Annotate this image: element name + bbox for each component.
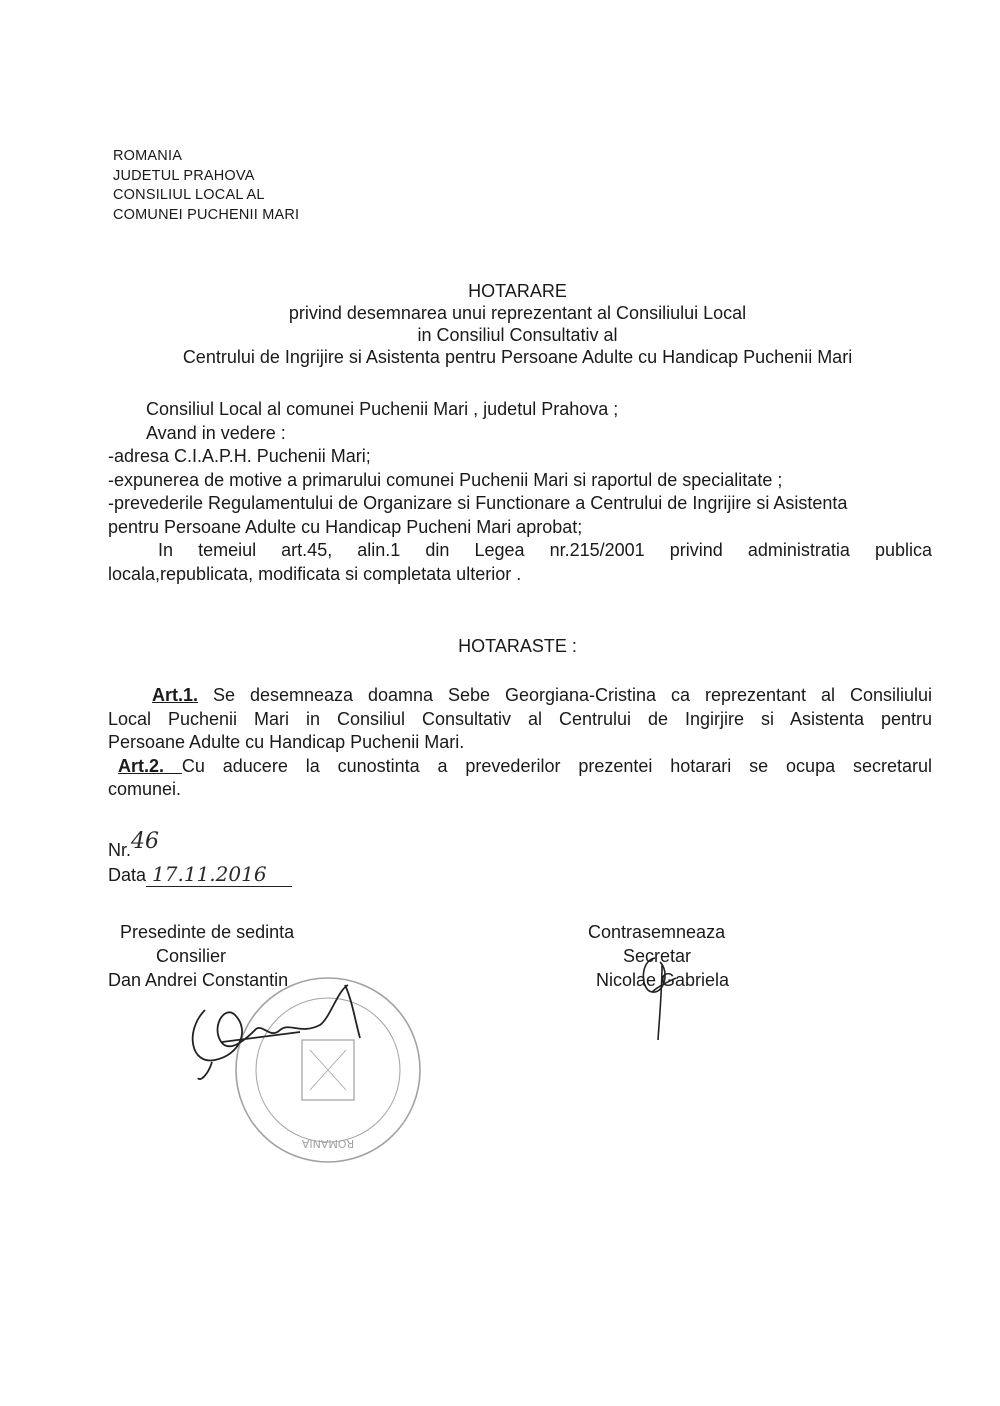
preamble-item-regulation: -prevederile Regulamentului de Organizare si Functionare a Centrului de Ingrijire si Asistenta [108,493,848,513]
registry-date-value: 17.11.2016 [146,862,292,887]
secretary-name: Nicolae Gabriela [596,970,730,990]
article-2-line-2: comunei. [108,779,182,799]
president-signature [193,985,360,1079]
stamp-text: ROMANIA [301,1137,355,1150]
header-line-commune: COMUNEI PUCHENII MARI [113,206,300,223]
document-subject-line-1: privind desemnarea unui reprezentant al Consiliului Local [288,303,747,323]
preamble-legal-basis-cont: locala,republicata, modificata si completata ulterior . [108,563,522,584]
secretary-title: Secretar [623,946,692,966]
preamble-item-regulation-cont: pentru Persoane Adulte cu Handicap Pucheni Mari aprobat; [108,516,583,537]
registry-date-label: Data [108,865,147,885]
president-name: Dan Andrei Constantin [108,970,289,990]
header-line-country: ROMANIA [113,148,183,164]
header-line-county: JUDETUL PRAHOVA [113,167,255,184]
article-1-line-3: Persoane Adulte cu Handicap Puchenii Mari. [108,732,465,752]
preamble-item-address: -adresa C.I.A.P.H. Puchenii Mari; [108,446,371,466]
article-2-label: Art.2. [118,755,182,776]
preamble-item-motives: -expunerea de motive a primarului comunei Puchenii Mari si raportul de specialitate ; [108,469,783,490]
document-subject-line-2: in Consiliul Consultativ al [417,325,618,345]
article-1-line-2: Local Puchenii Mari in Consiliul Consultativ al Centrului de Ingirjire si Asistenta pentru [108,708,932,729]
registry-number-label: Nr. [108,840,132,860]
secretary-signature [643,958,676,1040]
preamble-legal-basis: In temeiul art.45, alin.1 din Legea nr.215/2001 privind administratia publica [158,540,932,560]
preamble-considering: Avand in vedere : [146,422,286,443]
secretary-role: Contrasemneaza [588,922,726,942]
document-title: HOTARARE [468,281,567,301]
article-1-text-1: Se desemneaza doamna Sebe Georgiana-Cristina ca reprezentant al Consiliului [198,685,932,705]
article-2-text-1: Cu aducere la cunostinta a prevederilor prezentei hotarari se ocupa secretarul [181,755,932,776]
registry-number-value: 46 [131,829,160,854]
president-title: Consilier [156,946,227,966]
president-role: Presedinte de sedinta [120,922,295,942]
decision-heading: HOTARASTE : [458,636,577,656]
header-line-council: CONSILIUL LOCAL AL [113,187,265,203]
document-subject-line-3: Centrului de Ingrijire si Asistenta pentru Persoane Adulte cu Handicap Puchenii Mari [182,347,853,367]
article-1-label: Art.1. [152,685,199,705]
preamble-council: Consiliul Local al comunei Puchenii Mari , judetul Prahova ; [146,399,619,419]
official-stamp [236,978,420,1162]
